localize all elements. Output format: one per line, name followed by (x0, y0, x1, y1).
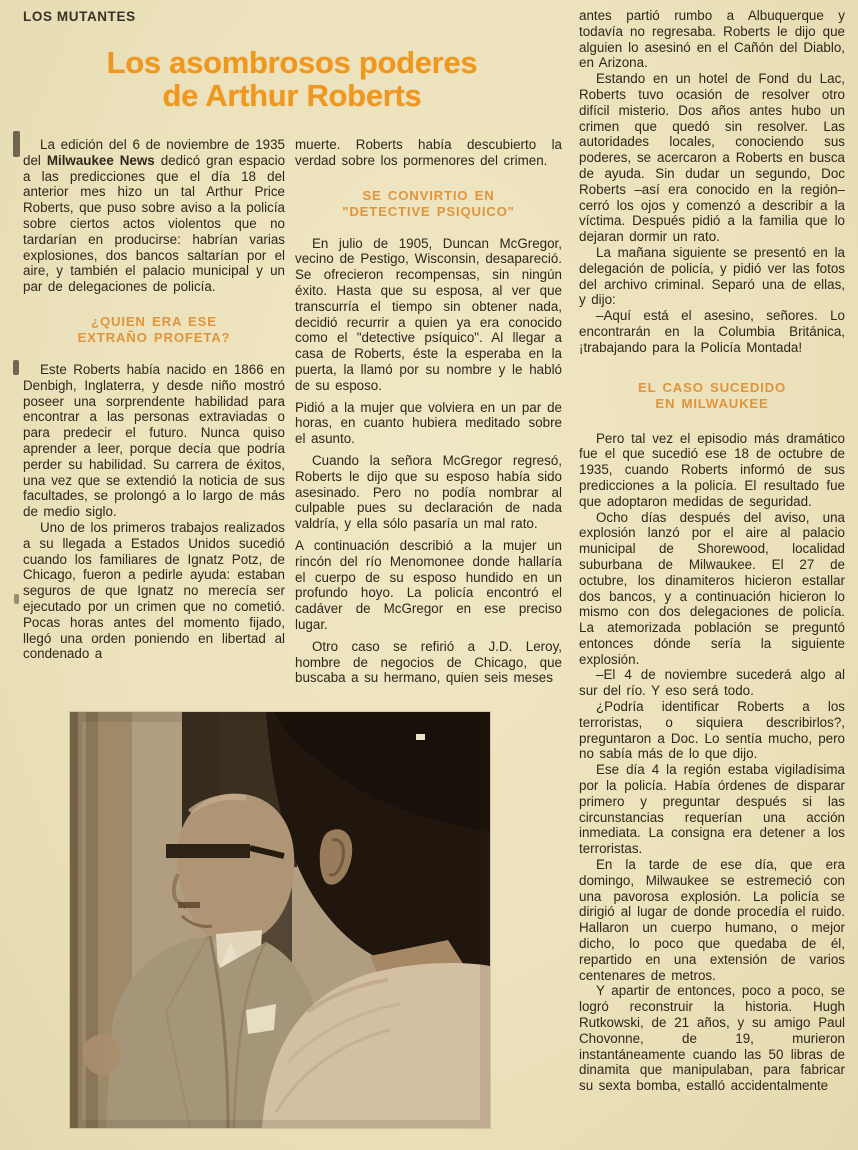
subheading-line: EXTRAÑO PROFETA? (77, 330, 231, 346)
paragraph: En julio de 1905, Duncan McGregor, vecino de Pestigo, Wisconsin, desapareció. Se ofrecieron recompensas, sin ningún éxito. Hasta que su esposa, al ver que transcurría el tiempo sin obtener nada, decidió recurrir a quien ya era conocido como el "detective psíquico". Al llegar a casa de Roberts, éste la esperaba en la puerta, la llamó por su nombre y le habló de su esposo. (295, 235, 562, 393)
column-2 (295, 137, 562, 686)
paragraph: Este Roberts había nacido en 1866 en Denbigh, Inglaterra, y desde niño mostró poseer una sorprendente habilidad para encontrar a las personas extraviadas o para predecir el futuro. Nunca quiso aprender a leer, porque decía que podría perder su habilidad. Su carrera de éxitos, una vez que se extendió la noticia de sus facultades, se prolongó a lo largo de más de medio siglo. (23, 361, 285, 520)
scan-artifact (13, 131, 20, 157)
paragraph: Estando en un hotel de Fond du Lac, Roberts tuvo ocasión de resolver otro difícil misterio. Dos años antes hubo un crimen que quedó sin resolver. Las autoridades locales, conociendo sus poderes, se acercaron a Roberts en busca de ayuda. Sin dudar un segundo, Doc Roberts –así era conocido en la región– cerró los ojos y comenzó a describir a la víctima. Después pidió a la familia que lo dejaran dormir un rato. (579, 71, 845, 245)
subheading-el-caso-sucedido-en-milwaukee (579, 380, 845, 413)
subheading-line: SE CONVIRTIO EN (362, 187, 495, 203)
column-3 (579, 8, 845, 1094)
column-1 (23, 137, 285, 662)
paragraph: Otro caso se refirió a J.D. Leroy, hombre de negocios de Chicago, que buscaba a su hermano, quien seis meses (295, 638, 562, 686)
subheading-quien-era-ese-extrano-profeta (23, 314, 285, 347)
paragraph: Y apartir de entonces, poco a poco, se logró reconstruir la historia. Hugh Rutkowski, de 21 años, y su amigo Paul Chovonne, de 19, murieron instantáneamente cuando las 50 libras de dinamita que manipulaban, para fabricar su sexta bomba, estalló accidentalmente (579, 983, 845, 1094)
article-photo-illustration (70, 712, 490, 1128)
article-title (18, 46, 566, 112)
article-title-line2: de Arthur Roberts (162, 78, 422, 113)
paragraph (23, 137, 285, 295)
subheading-line: EN MILWAUKEE (655, 396, 769, 412)
paragraph: En la tarde de ese día, que era domingo, Milwaukee se estremeció con una pavorosa explosión. La policía se dirigió al lugar de donde procedía el ruido. Hallaron un cuerpo humano, o mejor dicho, lo poco que quedaba de él, repartido en una extensión de varios centenares de metros. (579, 857, 845, 983)
paragraph: La mañana siguiente se presentó en la delegación de policía, y pidió ver las fotos del archivo criminal. Separó una de ellas, y dijo: (579, 244, 845, 308)
subheading-line: EL CASO SUCEDIDO (637, 379, 787, 395)
subheading-line: "DETECTIVE PSIQUICO" (342, 204, 515, 220)
paragraph: Ocho días después del aviso, una explosión lanzó por el aire al palacio municipal de Shorewood, localidad suburbana de Milwaukee. El 27 de octubre, los dinamiteros hicieron estallar dos bancos, y a continuación hicieron lo mismo con dos delegaciones de policía. La atemorizada población se preguntó entonces dónde sería la siguiente explosión. (579, 509, 845, 667)
paragraph: Pero tal vez el episodio más dramático fue el que sucedió ese 18 de octubre de 1935, cuando Roberts informó de sus predicciones a la policía. El resultado fue que adoptaron medidas de seguridad. (579, 430, 845, 509)
article-title-line1: Los asombrosos poderes (106, 45, 478, 80)
paragraph: Cuando la señora McGregor regresó, Roberts le dijo que su esposo había sido asesinado. Pero no podía nombrar al culpable pues su declaración de nada valdría, y ella sólo pasaría un mal rato. (295, 452, 562, 532)
bold-publication-name: Milwaukee News (46, 152, 155, 168)
paragraph: –El 4 de noviembre sucederá algo al sur del río. Y eso será todo. (579, 667, 845, 699)
paragraph: Pidió a la mujer que volviera en un par de horas, en cuanto hubiera meditado sobre el asunto. (295, 399, 562, 447)
paragraph-text: dedicó gran espacio a las predicciones que el día 18 del anterior mes hizo un tal Arthur Price Roberts, que puso sobre aviso a la policía sobre ciertos actos violentos que no tardarían en producirse: habrían varias explosiones, dos bancos saltarían por el aire, y también el palacio municipal y un par de delegaciones de policía. (23, 152, 286, 295)
paragraph: ¿Podría identificar Roberts a los terroristas, o siquiera describirlos?, preguntaron a Doc. Lo sentía mucho, pero no sabía más de lo que dijo. (579, 699, 845, 762)
paragraph: antes partió rumbo a Albuquerque y todavía no regresaba. Roberts le dijo que alguien lo asesinó en el Cañón del Diablo, en Arizona. (579, 8, 845, 71)
scan-artifact (13, 360, 19, 375)
scan-artifact (14, 594, 19, 604)
article-photo (70, 712, 490, 1128)
paragraph: Ese día 4 la región estaba vigiladísima por la policía. Había órdenes de disparar primero y preguntar después si las circunstancias requerían una acción inmediata. La consigna era detener a los terroristas. (579, 762, 845, 857)
paragraph-text: La edición del 6 de noviembre de 1935 del (23, 137, 285, 168)
paragraph: muerte. Roberts había descubierto la verdad sobre los pormenores del crimen. (295, 137, 562, 168)
subheading-se-convirtio-en-detective-psiquico (295, 188, 562, 221)
paragraph: –Aquí está el asesino, señores. Lo encontrarán en la Columbia Británica, ¡trabajando para la Policía Montada! (579, 308, 845, 355)
paragraph: Uno de los primeros trabajos realizados a su llegada a Estados Unidos sucedió cuando los familiares de Ignatz Potz, de Chicago, fueron a pedirle ayuda: estaban seguros de que Ignatz no merecía ser ejecutado por un crimen que no cometió. Pocas horas antes del momento fijado, llegó una orden poniendo en libertad al condenado a (23, 519, 285, 662)
paragraph: A continuación describió a la mujer un rincón del río Menomonee donde hallaría el cuerpo de su esposo hundido en un profundo hoyo. La policía encontró el cadáver de McGregor en ese preciso lugar. (295, 537, 562, 632)
section-kicker: LOS MUTANTES (23, 9, 136, 24)
subheading-line: ¿QUIEN ERA ESE (91, 313, 217, 329)
